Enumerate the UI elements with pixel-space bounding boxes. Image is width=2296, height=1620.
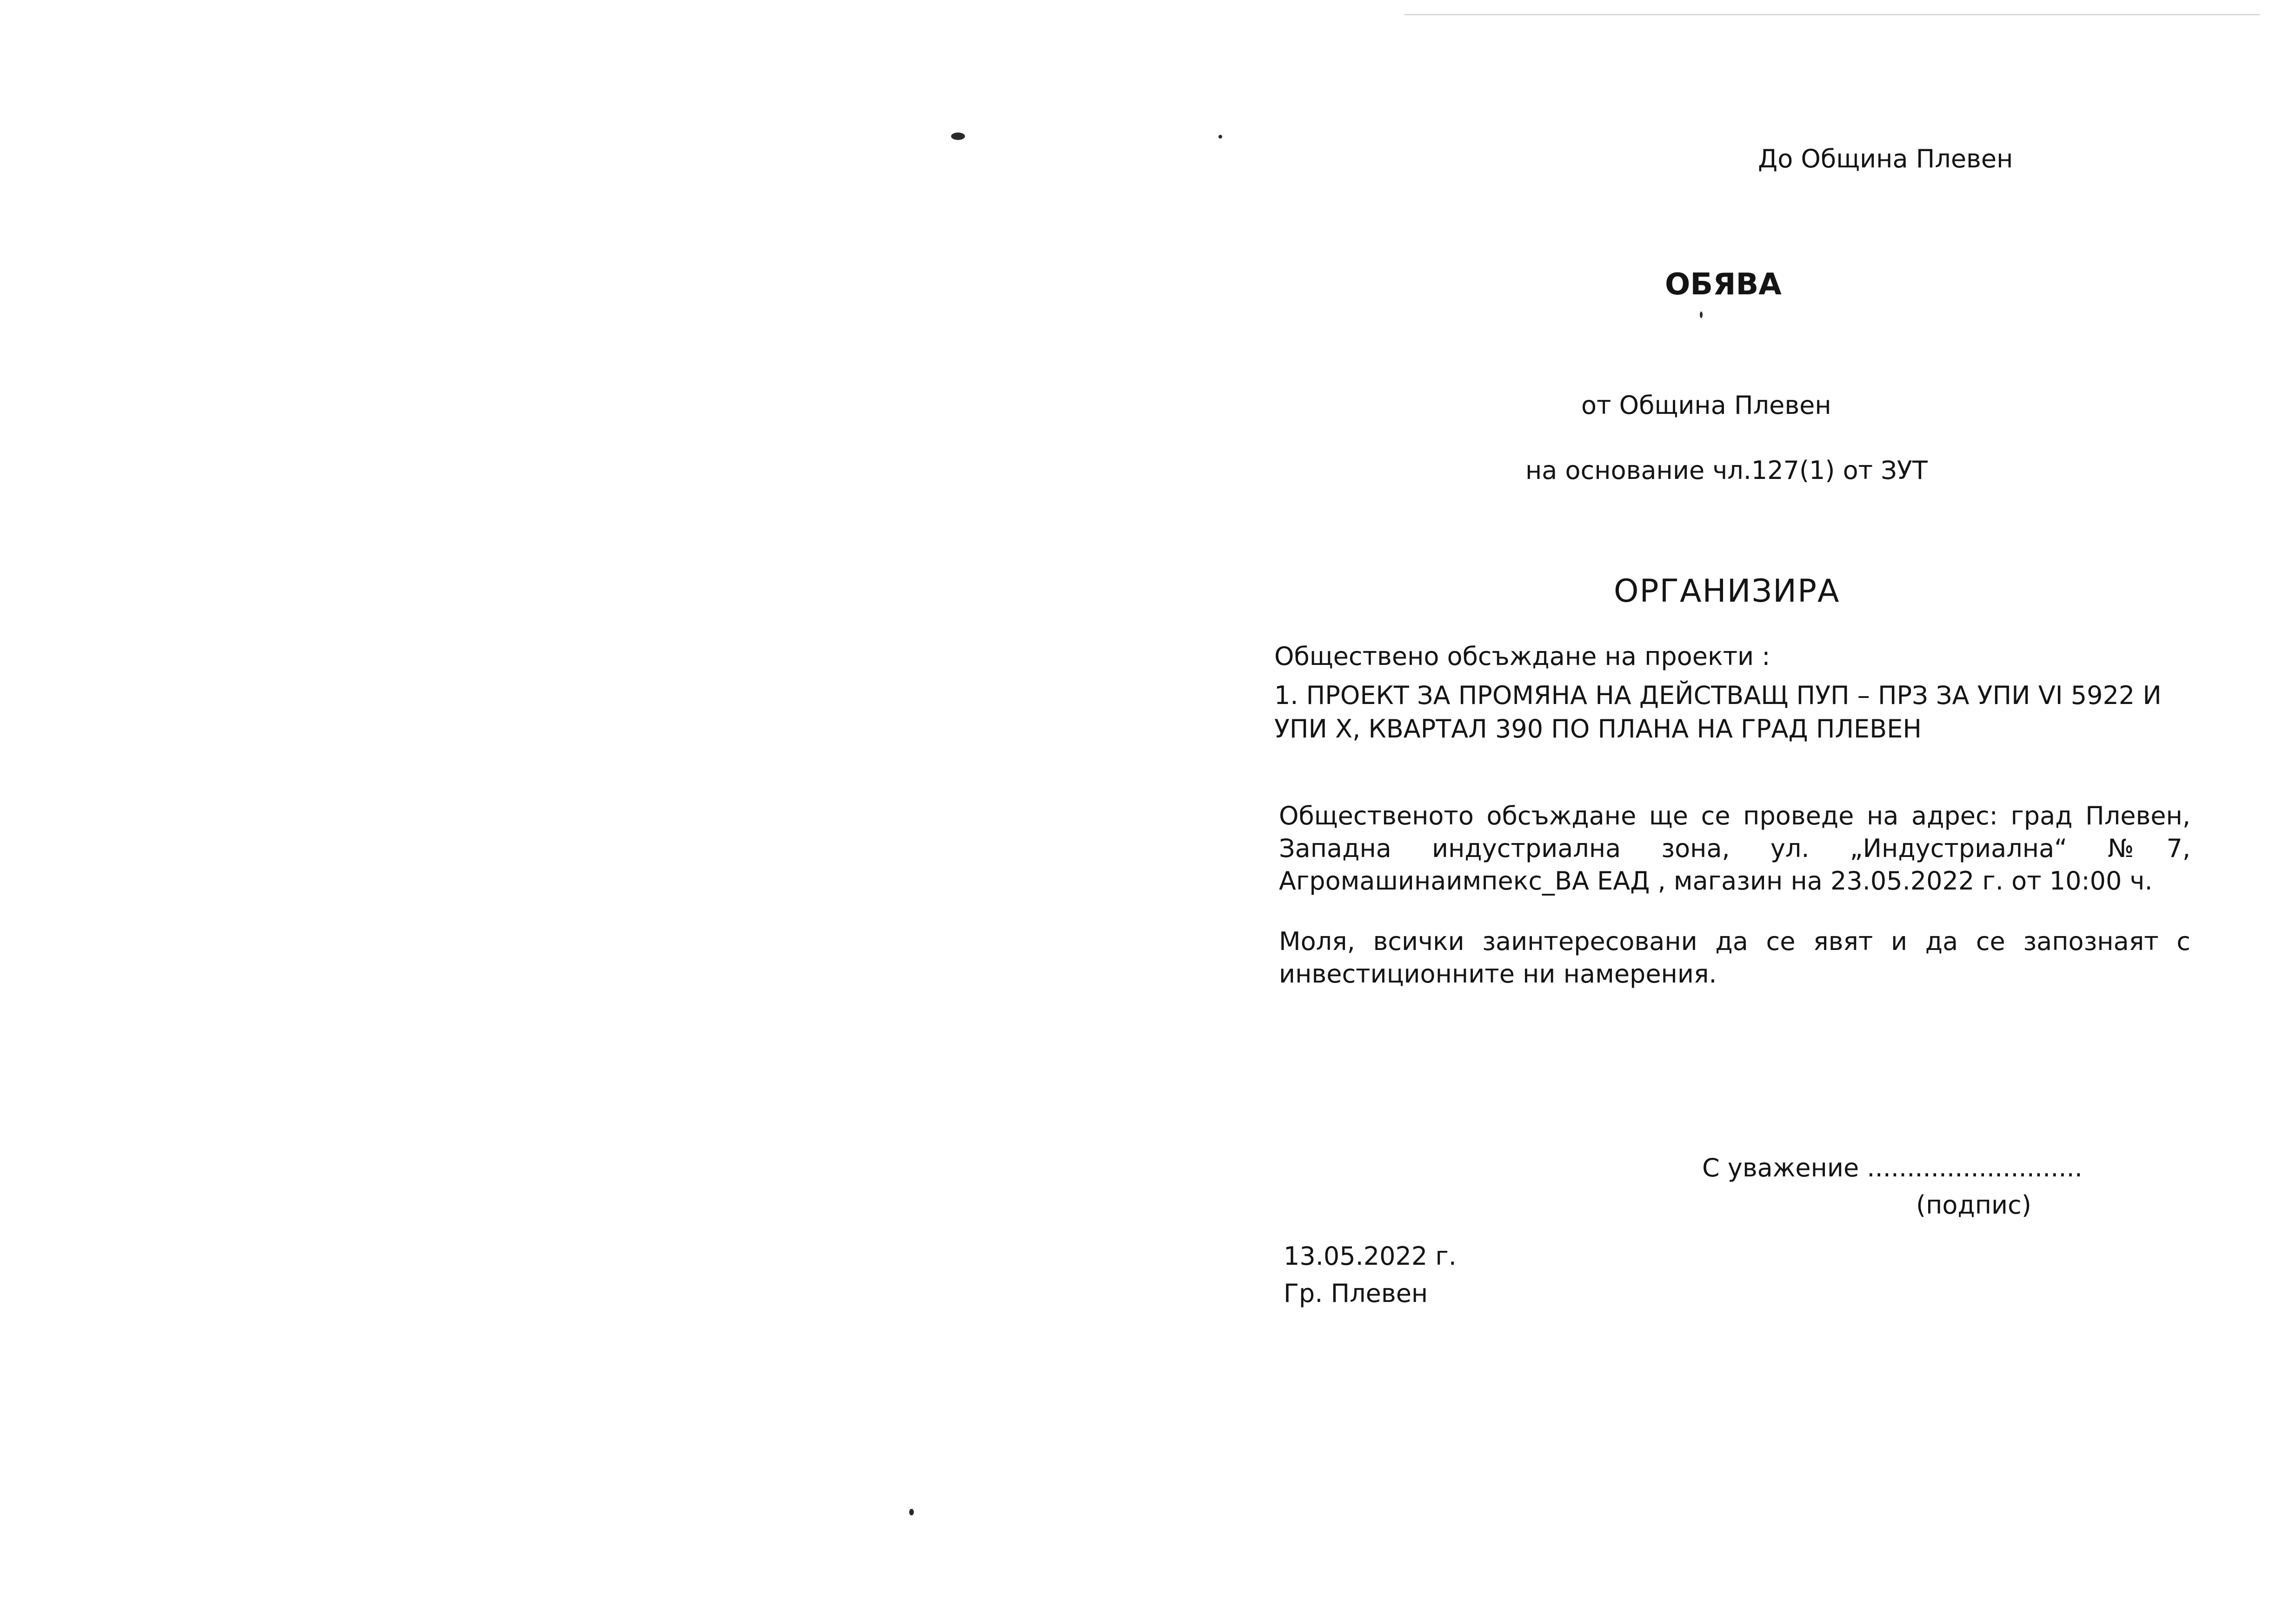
scan-edge-line [1404, 14, 2260, 15]
recipient-line: До Община Плевен [1758, 144, 2013, 173]
notice-city: Гр. Плевен [1284, 1279, 1428, 1308]
notice-document [1274, 130, 2195, 1339]
project-item: 1. ПРОЕКТ ЗА ПРОМЯНА НА ДЕЙСТВАЩ ПУП – ПРЗ ЗА УПИ VI 5922 И УПИ Х, КВАРТАЛ 390 ПО ПЛАНА НА ГРАД ПЛЕВЕН [1274, 681, 2162, 744]
notice-title: ОБЯВА [1665, 267, 1782, 302]
address-paragraph: Общественото обсъждане ще се проведе на адрес: град Плевен, Западна индустриална зона, ул. „Индустриална“ №7, Агромашинаимпекс_ВА ЕАД , магазин на 23.05.2022 г. от 10:00 ч. [1279, 801, 2190, 896]
discussion-intro: Обществено обсъждане на проекти : [1274, 642, 1770, 671]
signature-caption: (подпис) [1916, 1190, 2031, 1220]
issuer-line: от Община Плевен [1581, 391, 1831, 420]
invitation-paragraph: Моля, всички заинтересовани да се явят и да се запознаят с инвестиционните ни намерения. [1279, 927, 2190, 989]
legal-basis-line: на основание чл.127(1) от ЗУТ [1525, 456, 1928, 485]
regards-signature-line: С уважение ........................... [1702, 1153, 2083, 1182]
scan-speck [909, 1509, 914, 1515]
scan-speck [1218, 135, 1222, 139]
scan-speck [951, 133, 965, 140]
organize-heading: ОРГАНИЗИРА [1614, 573, 1840, 610]
notice-date: 13.05.2022 г. [1284, 1242, 1457, 1271]
